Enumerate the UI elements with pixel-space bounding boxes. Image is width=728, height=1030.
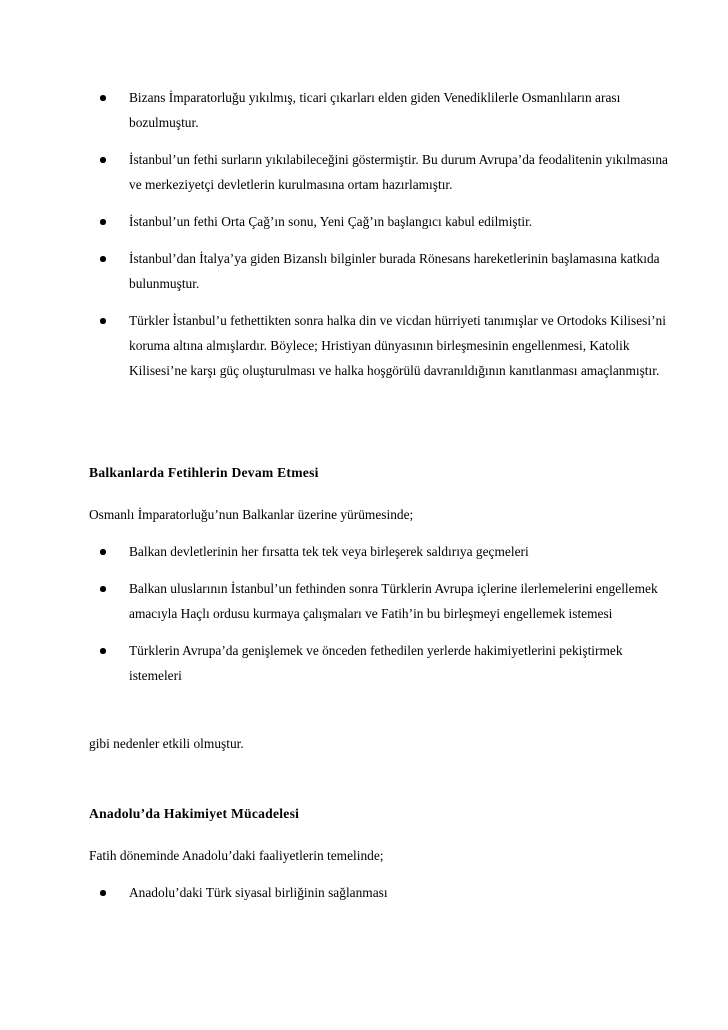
section-intro-anadolu: Fatih döneminde Anadolu’daki faaliyetlerin temelinde;: [89, 848, 384, 863]
list-item-text: Balkan devletlerinin her fırsatta tek tek veya birleşerek saldırıya geçmeleri: [129, 544, 529, 559]
bullet-icon: [100, 890, 106, 896]
bullet-icon: [100, 318, 106, 324]
section-outro-balkan: gibi nedenler etkili olmuştur.: [89, 736, 244, 751]
list-item: [0, 246, 728, 296]
list-item-text: Türklerin Avrupa’da genişlemek ve önceden fethedilen yerlerde hakimiyetlerini pekiştirmek istemeleri: [129, 643, 623, 683]
list-item-text: Anadolu’daki Türk siyasal birliğinin sağlanması: [129, 885, 388, 900]
list-item: [0, 638, 728, 688]
list-item-text: Bizans İmparatorluğu yıkılmış, ticari çıkarları elden giden Venediklilerle Osmanlıların arası bozulmuştur.: [129, 90, 621, 130]
list-item-text: İstanbul’un fethi Orta Çağ’ın sonu, Yeni Çağ’ın başlangıcı kabul edilmiştir.: [129, 214, 533, 229]
list-item: [0, 880, 728, 905]
consequences-list: [0, 85, 728, 383]
section-heading-anadolu: Anadolu’da Hakimiyet Mücadelesi: [89, 806, 300, 821]
bullet-icon: [100, 157, 106, 163]
bullet-icon: [100, 95, 106, 101]
section-intro-balkan: Osmanlı İmparatorluğu’nun Balkanlar üzerine yürümesinde;: [89, 507, 414, 522]
list-item: [0, 539, 728, 564]
bullet-icon: [100, 256, 106, 262]
list-item-text: Türkler İstanbul’u fethettikten sonra halka din ve vicdan hürriyeti tanımışlar ve Ortodoks Kilisesi’ni koruma altına almışlardır. Böylece; Hristiyan dünyasının birleşmesinin engellenmesi, Katolik Kilisesi’ne karşı güç oluşturulması ve halka hoşgörülü davranıldığının kanıtlanması amaçlanmıştır.: [129, 313, 666, 378]
list-item: [0, 308, 728, 383]
list-item: [0, 209, 728, 234]
bullet-icon: [100, 219, 106, 225]
list-item: [0, 576, 728, 626]
list-item: [0, 147, 728, 197]
bullet-icon: [100, 648, 106, 654]
anadolu-reasons-list: [0, 880, 728, 905]
list-item: [0, 85, 728, 135]
section-heading-balkan: Balkanlarda Fetihlerin Devam Etmesi: [89, 465, 319, 480]
list-item-text: İstanbul’dan İtalya’ya giden Bizanslı bilginler burada Rönesans hareketlerinin başlamasına katkıda bulunmuştur.: [129, 251, 660, 291]
balkan-reasons-list: [0, 539, 728, 688]
list-item-text: İstanbul’un fethi surların yıkılabileceğini göstermiştir. Bu durum Avrupa’da feodalitenin yıkılmasına ve merkeziyetçi devletlerin kurulmasına ortam hazırlamıştır.: [129, 152, 668, 192]
list-item-text: Balkan uluslarının İstanbul’un fethinden sonra Türklerin Avrupa içlerine ilerlemelerini engellemek amacıyla Haçlı ordusu kurmaya çalışmaları ve Fatih’in bu birleşmeyi engellemek istemesi: [129, 581, 658, 621]
bullet-icon: [100, 586, 106, 592]
bullet-icon: [100, 549, 106, 555]
